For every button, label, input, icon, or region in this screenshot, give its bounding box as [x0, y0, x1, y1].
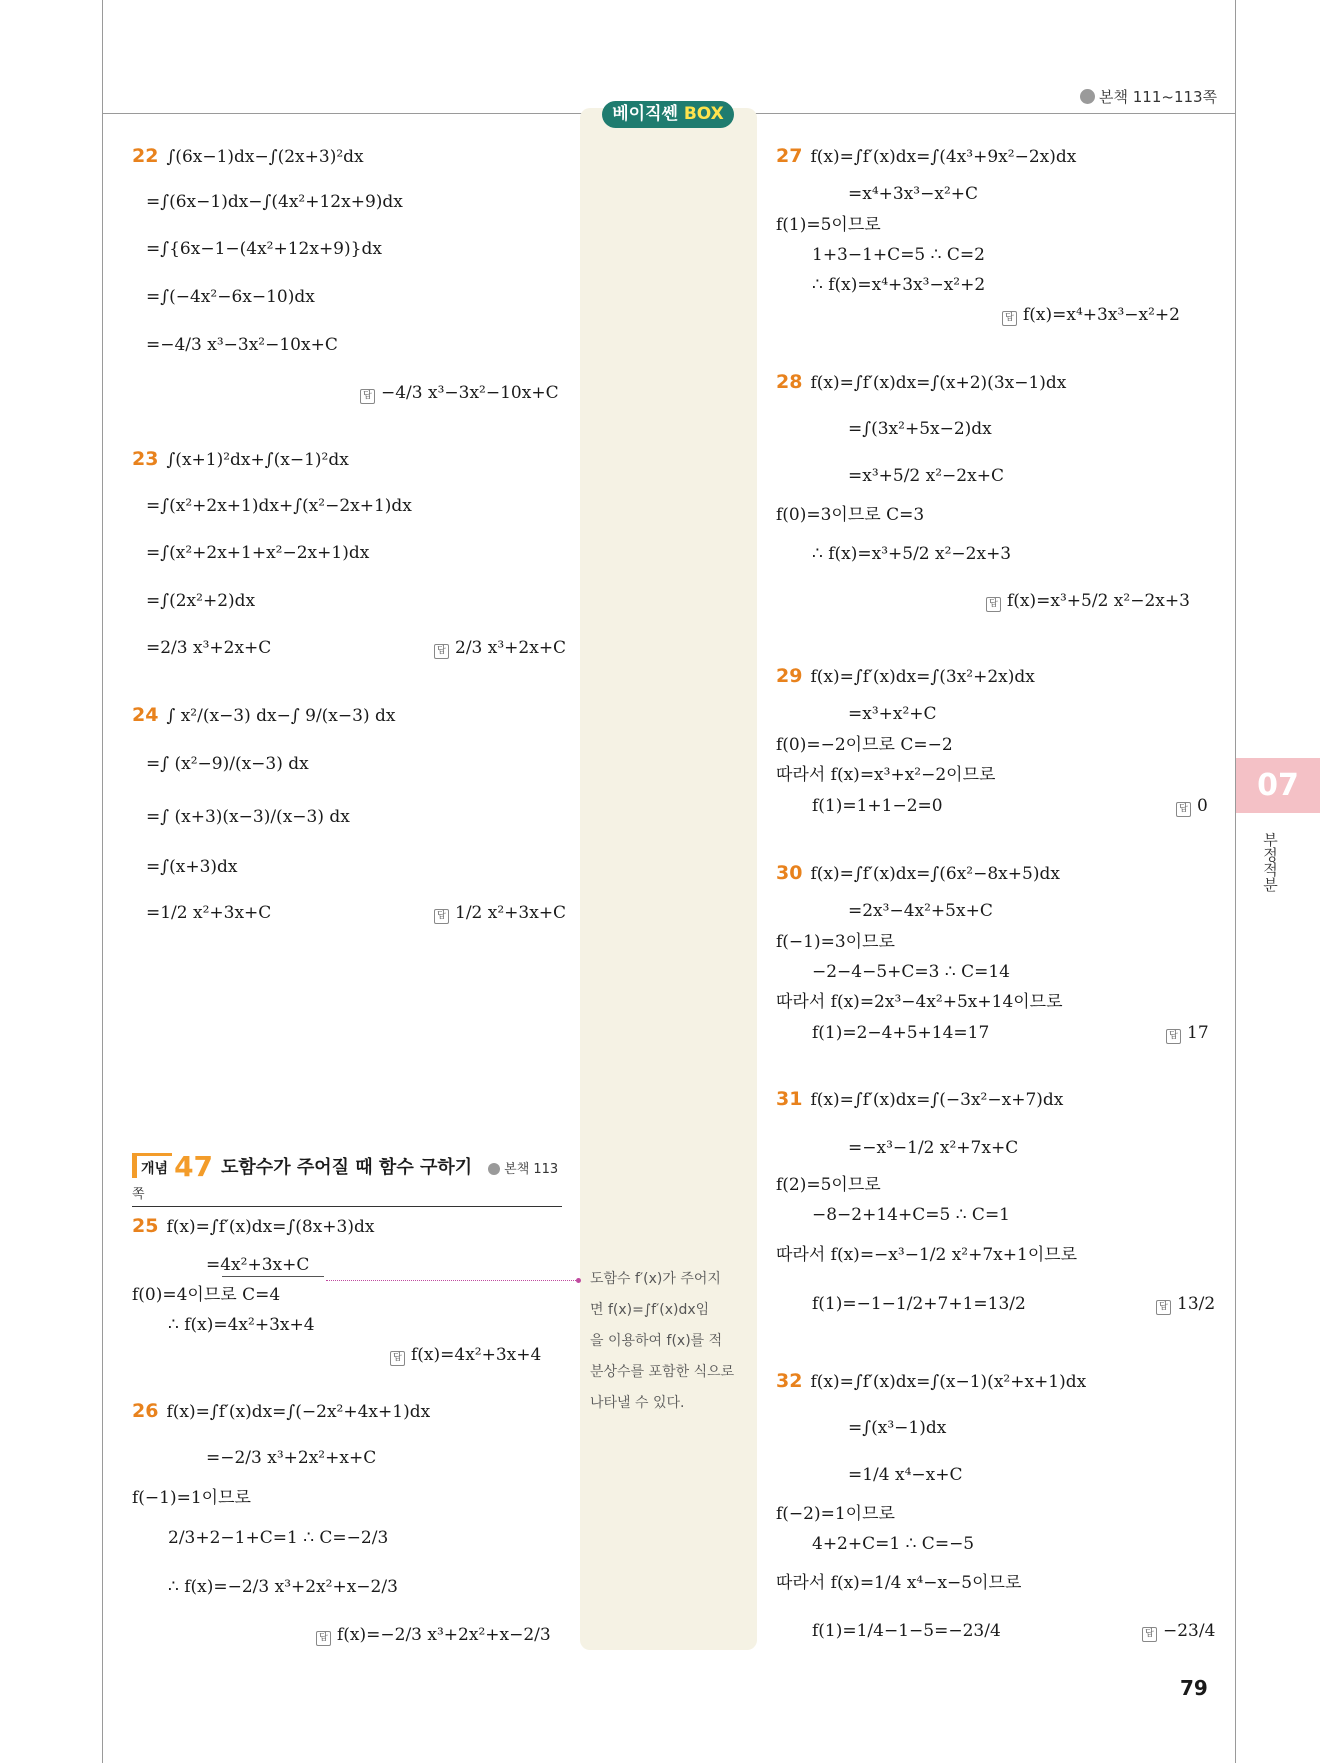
- problem-number: 23: [132, 448, 159, 470]
- problem-27-answer: [1002, 304, 1180, 326]
- problem-30-line-5: 따라서 f(x)=2x³−4x²+5x+14이므로: [776, 992, 1063, 1012]
- answer-mark-icon: 답: [390, 1351, 405, 1366]
- concept-ref-text: 본책 113쪽: [132, 1162, 559, 1202]
- problem-27-line-5: ∴ f(x)=x⁴+3x³−x²+2: [812, 275, 986, 295]
- problem-28-answer: [986, 590, 1190, 612]
- problem-30-line-3: f(−1)=3이므로: [776, 932, 895, 952]
- problem-32-line-1: [776, 1370, 1086, 1393]
- problem-28-line-3: =x³+5/2 x²−2x+C: [848, 466, 1004, 486]
- problem-23-line-1: [132, 448, 349, 471]
- problem-22-line-4: =∫(−4x²−6x−10)dx: [146, 287, 315, 307]
- problem-25-answer: [390, 1344, 541, 1366]
- problem-22-line-3: =∫{6x−1−(4x²+12x+9)}dx: [146, 239, 382, 259]
- problem-22-line-1: [132, 145, 364, 168]
- math-text: f(x)=∫f′(x)dx=∫(3x²+2x)dx: [810, 667, 1035, 687]
- problem-30-answer: [1166, 1022, 1209, 1044]
- note-line: 도함수 f′(x)가 주어지: [590, 1271, 721, 1287]
- problem-25-line-2: =4x²+3x+C: [206, 1255, 310, 1275]
- math-text: f(x)=∫f′(x)dx=∫(4x³+9x²−2x)dx: [810, 147, 1077, 167]
- problem-32-line-7: f(1)=1/4−1−5=−23/4: [812, 1621, 1001, 1641]
- answer-mark-icon: 답: [1166, 1029, 1181, 1044]
- concept-tag: 개념: [132, 1153, 172, 1178]
- problem-28-line-4: f(0)=3이므로 C=3: [776, 505, 925, 525]
- answer-text: f(x)=−2/3 x³+2x²+x−2/3: [337, 1625, 551, 1645]
- problem-23-line-2: =∫(x²+2x+1)dx+∫(x²−2x+1)dx: [146, 496, 412, 516]
- math-text: f(x)=∫f′(x)dx=∫(6x²−8x+5)dx: [810, 864, 1060, 884]
- box-badge-suffix: BOX: [683, 104, 724, 124]
- problem-30-line-6: f(1)=2−4+5+14=17: [812, 1023, 990, 1043]
- answer-text: 2/3 x³+2x+C: [455, 638, 567, 658]
- problem-25-line-3: f(0)=4이므로 C=4: [132, 1285, 281, 1305]
- problem-23-line-4: =∫(2x²+2)dx: [146, 591, 256, 611]
- math-text: f(x)=∫f′(x)dx=∫(−2x²+4x+1)dx: [166, 1402, 431, 1422]
- problem-24-line-1: [132, 704, 395, 727]
- problem-29-line-3: f(0)=−2이므로 C=−2: [776, 735, 953, 755]
- math-text: f(x)=∫f′(x)dx=∫(8x+3)dx: [166, 1217, 375, 1237]
- math-text: f(x)=∫f′(x)dx=∫(x+2)(3x−1)dx: [810, 373, 1067, 393]
- answer-mark-icon: 답: [316, 1631, 331, 1646]
- concept-number: 47: [174, 1150, 214, 1183]
- answer-mark-icon: 답: [360, 389, 375, 404]
- problem-number: 31: [776, 1088, 803, 1110]
- problem-24-line-2: =∫ (x²−9)/(x−3) dx: [146, 754, 309, 774]
- problem-number: 28: [776, 371, 803, 393]
- problem-24-line-3: =∫ (x+3)(x−3)/(x−3) dx: [146, 807, 350, 827]
- note-line: 분상수를 포함한 식으로: [590, 1364, 735, 1380]
- problem-31-line-5: 따라서 f(x)=−x³−1/2 x²+7x+1이므로: [776, 1245, 1078, 1265]
- problem-32-line-3: =1/4 x⁴−x+C: [848, 1465, 963, 1485]
- problem-number: 26: [132, 1400, 159, 1422]
- answer-text: 17: [1187, 1023, 1209, 1043]
- answer-text: f(x)=x³+5/2 x²−2x+3: [1007, 591, 1190, 611]
- problem-number: 32: [776, 1370, 803, 1392]
- problem-30-line-1: [776, 862, 1060, 885]
- problem-25-line-1: [132, 1215, 374, 1238]
- problem-27-line-1: [776, 145, 1076, 168]
- problem-31-line-1: [776, 1088, 1063, 1111]
- problem-31-answer: [1156, 1293, 1215, 1315]
- left-margin-line: [102, 0, 103, 1763]
- problem-31-line-2: =−x³−1/2 x²+7x+C: [848, 1138, 1019, 1158]
- note-line: 나타낼 수 있다.: [590, 1395, 685, 1411]
- reference-icon: [1080, 89, 1095, 104]
- problem-24-line-5: =1/2 x²+3x+C: [146, 903, 272, 923]
- basic-box-badge: [602, 101, 734, 128]
- problem-26-line-4: 2/3+2−1+C=1 ∴ C=−2/3: [168, 1528, 389, 1548]
- problem-24-line-4: =∫(x+3)dx: [146, 857, 238, 877]
- box-badge-prefix: 베이직쎈: [612, 104, 678, 124]
- chapter-tab: 07: [1236, 758, 1320, 813]
- problem-24-answer: [434, 902, 566, 924]
- problem-28-line-5: ∴ f(x)=x³+5/2 x²−2x+3: [812, 544, 1012, 564]
- problem-29-answer: [1176, 795, 1208, 817]
- answer-text: f(x)=4x²+3x+4: [411, 1345, 542, 1365]
- problem-22-answer: [360, 382, 559, 404]
- problem-27-line-3: f(1)=5이므로: [776, 215, 881, 235]
- answer-text: 0: [1197, 796, 1208, 816]
- problem-number: 29: [776, 665, 803, 687]
- reference-icon: [488, 1163, 500, 1175]
- problem-26-answer: [316, 1624, 551, 1646]
- problem-26-line-5: ∴ f(x)=−2/3 x³+2x²+x−2/3: [168, 1577, 398, 1597]
- concept-header: [132, 1150, 562, 1207]
- problem-number: 25: [132, 1215, 159, 1237]
- math-text: ∫(6x−1)dx−∫(2x+3)²dx: [166, 147, 364, 167]
- problem-22-line-2: =∫(6x−1)dx−∫(4x²+12x+9)dx: [146, 192, 403, 212]
- header-ref-text: 본책 111~113쪽: [1099, 88, 1218, 106]
- answer-mark-icon: 답: [1002, 311, 1017, 326]
- math-text: ∫(x+1)²dx+∫(x−1)²dx: [166, 450, 349, 470]
- answer-mark-icon: 답: [986, 597, 1001, 612]
- answer-text: −23/4: [1163, 1621, 1216, 1641]
- concept-title: 도함수가 주어질 때 함수 구하기: [221, 1157, 473, 1178]
- problem-28-line-2: =∫(3x²+5x−2)dx: [848, 419, 992, 439]
- header-page-ref: [1080, 86, 1217, 107]
- problem-26-line-2: =−2/3 x³+2x²+x+C: [206, 1448, 377, 1468]
- note-connector: [326, 1280, 578, 1281]
- problem-number: 24: [132, 704, 159, 726]
- answer-mark-icon: 답: [1142, 1627, 1157, 1642]
- problem-32-answer: [1142, 1620, 1215, 1642]
- problem-30-line-2: =2x³−4x²+5x+C: [848, 901, 993, 921]
- answer-mark-icon: 답: [1156, 1300, 1171, 1315]
- math-text: ∫ x²/(x−3) dx−∫ 9/(x−3) dx: [166, 706, 396, 726]
- problem-25-line-4: ∴ f(x)=4x²+3x+4: [168, 1315, 315, 1335]
- answer-text: 1/2 x²+3x+C: [455, 903, 567, 923]
- problem-32-line-5: 4+2+C=1 ∴ C=−5: [812, 1534, 975, 1554]
- problem-32-line-2: =∫(x³−1)dx: [848, 1418, 947, 1438]
- problem-31-line-4: −8−2+14+C=5 ∴ C=1: [812, 1205, 1010, 1225]
- problem-22-line-5: =−4/3 x³−3x²−10x+C: [146, 335, 338, 355]
- problem-31-line-6: f(1)=−1−1/2+7+1=13/2: [812, 1294, 1026, 1314]
- problem-number: 30: [776, 862, 803, 884]
- problem-23-line-5: =2/3 x³+2x+C: [146, 638, 272, 658]
- problem-number: 22: [132, 145, 159, 167]
- problem-26-line-1: [132, 1400, 430, 1423]
- math-text: f(x)=∫f′(x)dx=∫(−3x²−x+7)dx: [810, 1090, 1064, 1110]
- note-bullet: [576, 1278, 581, 1283]
- problem-32-line-6: 따라서 f(x)=1/4 x⁴−x−5이므로: [776, 1573, 1022, 1593]
- answer-text: 13/2: [1177, 1294, 1216, 1314]
- answer-mark-icon: 답: [434, 909, 449, 924]
- right-margin-line: [1235, 0, 1236, 1763]
- problem-32-line-4: f(−2)=1이므로: [776, 1504, 895, 1524]
- problem-29-line-5: f(1)=1+1−2=0: [812, 796, 943, 816]
- math-text: f(x)=∫f′(x)dx=∫(x−1)(x²+x+1)dx: [810, 1372, 1087, 1392]
- answer-text: −4/3 x³−3x²−10x+C: [381, 383, 559, 403]
- note-line: 면 f(x)=∫f′(x)dx임: [590, 1302, 710, 1318]
- highlight-underline: [222, 1276, 324, 1277]
- problem-number: 27: [776, 145, 803, 167]
- chapter-title: 부정적분: [1261, 832, 1279, 892]
- problem-26-line-3: f(−1)=1이므로: [132, 1488, 251, 1508]
- answer-mark-icon: 답: [1176, 802, 1191, 817]
- problem-29-line-1: [776, 665, 1035, 688]
- problem-31-line-3: f(2)=5이므로: [776, 1175, 881, 1195]
- page-number: 79: [1180, 1676, 1208, 1700]
- problem-29-line-4: 따라서 f(x)=x³+x²−2이므로: [776, 765, 996, 785]
- problem-23-answer: [434, 637, 566, 659]
- problem-28-line-1: [776, 371, 1066, 394]
- problem-30-line-4: −2−4−5+C=3 ∴ C=14: [812, 962, 1010, 982]
- answer-text: f(x)=x⁴+3x³−x²+2: [1023, 305, 1180, 325]
- answer-mark-icon: 답: [434, 644, 449, 659]
- problem-27-line-4: 1+3−1+C=5 ∴ C=2: [812, 245, 985, 265]
- note-line: 을 이용하여 f(x)를 적: [590, 1333, 723, 1349]
- problem-29-line-2: =x³+x²+C: [848, 704, 937, 724]
- side-note: [590, 1264, 752, 1419]
- problem-27-line-2: =x⁴+3x³−x²+C: [848, 184, 979, 204]
- problem-23-line-3: =∫(x²+2x+1+x²−2x+1)dx: [146, 543, 370, 563]
